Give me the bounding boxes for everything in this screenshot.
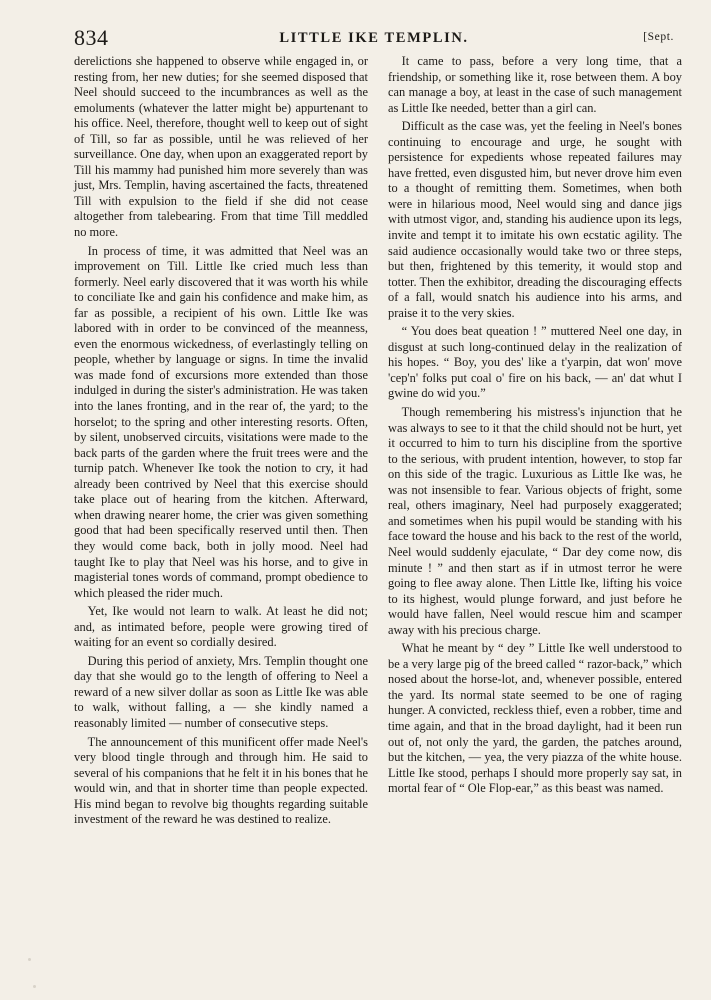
paper-speck (28, 958, 31, 961)
paragraph: The announcement of this munificent offer made Neel's very blood tingle through and through him. He said to several of his companions that he felt it in his bones that he would win, and that in shorter time than people expected. His mind began to revolve big thoughts regarding suitable investment of the reward he was destined to realize. (74, 734, 368, 827)
paragraph: “ You does beat queation ! ” muttered Neel one day, in disgust at such long-continued delay in the realization of his hopes. “ Boy, you des' like a t'yarpin, dat won' move 'cep'n' folks put coal o' fire on his back, — an' dat whut I gwine do wid you.” (388, 324, 682, 401)
paragraph: In process of time, it was admitted that Neel was an improvement on Till. Little Ike cried much less than formerly. Neel early discovered that it was worth his while to conciliate Ike and gain his confidence and make him, as far as possible, a recipient of his own. Little Ike was labored with in order to be convinced of the meanness, even the enormous wickedness, of everlastingly telling on people, whether by language or signs. In time the invalid was made fond of excursions more extended than those indulged in during the sister's administration. He was taken into the lanes fronting, and in the rear of, the yard; to the horselot; to the spring and other interesting resorts. Often, by silent, unobserved circuits, visitations were made to the back parts of the garden where the fruit trees were and the turnip patch. Whenever Ike took the notion to cry, it had already been contrived by Neel that this exercise should take place out of hearing from the kitchen. Afterward, when drawing nearer home, the crier was given something good that had been specifically reserved until then. Then they would come back, both in jolly mood. Neel had taught Ike to play that Neel was his horse, and to give in magisterial tones words of command, prompt obedience to which pleased the rider much. (74, 243, 368, 600)
paragraph: During this period of anxiety, Mrs. Templin thought one day that she would go to the length of offering to Neel a reward of a new silver dollar as soon as Little Ike was able to walk, without falling, a — she kindly named a reasonably limited — number of consecutive steps. (74, 653, 368, 730)
running-title: LITTLE IKE TEMPLIN. (279, 30, 469, 46)
paragraph: Yet, Ike would not learn to walk. At least he did not; and, as intimated before, people were growing tired of waiting for an event so cordially desired. (74, 604, 368, 650)
left-column (74, 54, 368, 831)
paragraph: Though remembering his mistress's injunction that he was always to see to it that the child should not be hurt, yet it occurred to him to turn his discipline from the sportive to the serious, with prudent intention, however, to stop far on this side of the tragic. Luxurious as Little Ike was, he was not insensible to fear. Various objects of fright, some real, others imaginary, Neel had purposely exaggerated; and sometimes when his pupil would be standing with his face toward the house and his back to the rest of the world, Neel would suddenly ejaculate, “ Dar dey come now, dis minute ! ” and then start as if in utmost terror he were going to flee away alone. Then Little Ike, lifting his voice to its highest, would plunge forward, and just before he would have fallen, Neel would rescue him and scamper away with his precious charge. (388, 405, 682, 637)
paragraph: What he meant by “ dey ” Little Ike well understood to be a very large pig of the breed called “ razor-back,” which nosed about the horse-lot, and, whenever possible, entered the yard. Its normal state seemed to be one of raging hunger. A convicted, reckless thief, even a robber, time and time again, and that in the broad daylight, had it been run out of, not only the yard, the garden, the patches around, but the kitchen, — yea, the very piazza of the white house. Little Ike stood, perhaps I should more properly say sat, in mortal fear of “ Ole Flop-ear,” as this beast was named. (388, 641, 682, 796)
paper-speck (33, 985, 36, 988)
page-number: 834 (74, 25, 109, 50)
header-date: [Sept. (643, 31, 674, 43)
paragraph: Difficult as the case was, yet the feeling in Neel's bones continuing to encourage and urge, he sought with persistence for expedients whose repeated failures may have fretted, even disgusted him, but never drove him even to a thought of remitting them. Sometimes, when both were in hilarious mood, Neel would sing and dance jigs with utmost vigor, and, standing his audience upon its legs, invite and tempt it to imitate his own ecstatic agility. The said audience occasionally would take two or three steps, but then, frightened by this temerity, it would stop and totter. Then the exhibitor, dreading the discouraging effects of a fall, would snatch his audience into his arms, and praise it to the very skies. (388, 119, 682, 320)
paragraph: It came to pass, before a very long time, that a friendship, or something like it, rose between them. A boy can manage a boy, at least in the case of such management as Little Ike needed, better than a girl can. (388, 54, 682, 115)
text-columns (74, 54, 682, 934)
page-header (74, 26, 674, 50)
right-column (388, 54, 682, 800)
paragraph: derelictions she happened to observe while engaged in, or resting from, her new duties; for she seemed disposed that Neel should succeed to the incumbrances as well as the emoluments (whatever the latter might be) appurtenant to his office. Neel, therefore, thought well to keep out of sight of Till, so far as possible, until he was relieved of her surveillance. One day, when upon an exaggerated report by Till his mammy had punished him more severely than was just, Mrs. Templin, having ascertained the facts, threatened Till with expulsion to the field if she did not cease altogether from talebearing. From that time Till meddled no more. (74, 54, 368, 240)
